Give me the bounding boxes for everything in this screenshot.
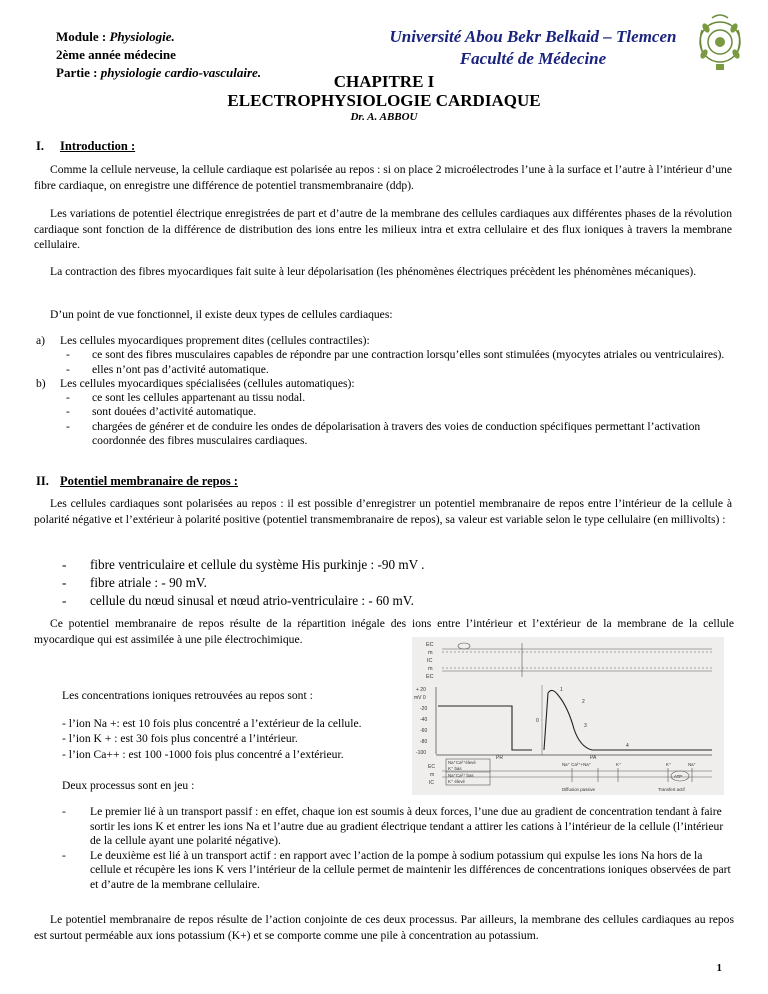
list-item: - l’ion Na +: est 10 fois plus concentré a l’extérieur de la cellule. bbox=[62, 717, 362, 730]
ion-label: Na⁺ Ca²⁺+Na⁺ bbox=[562, 762, 592, 767]
paragraph: Ce potentiel membranaire de repos résulte de la répartition inégale des ions entre l’intérieur et l’extérieur de la membrane de la cellule myocardique qui est assimilée à une pile électrochimique. bbox=[34, 617, 734, 646]
module-value: Physiologie. bbox=[109, 29, 175, 44]
figure-label: IC bbox=[429, 780, 434, 786]
paragraph: Comme la cellule nerveuse, la cellule cardiaque est polarisée au repos : si on place 2 microélectrodes l’une à la surface et l’autre à l’intérieur d’une fibre cardiaque, on enregistre une différence de potentiel transmembranaire (ddp). bbox=[34, 163, 732, 192]
cell-types-list bbox=[36, 334, 732, 448]
phase-label: 0 bbox=[536, 718, 539, 724]
list-item: - Le premier lié à un transport passif : en effet, chaque ion est soumis à deux forces, l’une due au gradient de concentration tendant à faire sortir les ions K et entrer les ions Na et l’autre due au gradient électrique tendant a attirer les cations à l’intérieur de la cellule (l’intérieur de la cellule ayant une polarité négative). bbox=[62, 805, 724, 848]
action-potential-diagram bbox=[412, 637, 724, 795]
phase-label: 1 bbox=[560, 687, 563, 693]
y-tick: -80 bbox=[420, 739, 428, 745]
faculty-name: Faculté de Médecine bbox=[459, 49, 607, 68]
paragraph: La contraction des fibres myocardiques fait suite à leur dépolarisation (les phénomènes électriques précèdent les phénomènes mécaniques). bbox=[50, 265, 697, 278]
paragraph: Les variations de potentiel électrique enregistrées de part et d’autre de la membrane des cellules cardiaques aux différentes phases de la révolution cardiaque sont fonction de la différence de distribution des ions entre les milieux intra et extra cellulaire et des flux ioniques à travers la membrane cellulaire. bbox=[34, 207, 732, 251]
concentrations-list bbox=[62, 716, 412, 762]
list-item: - ce sont les cellules appartenant au tissu nodal. bbox=[66, 391, 306, 405]
phase-label: 2 bbox=[582, 699, 585, 705]
section-heading-resting-potential: II. Potentiel membranaire de repos : bbox=[36, 474, 238, 488]
figure-footer: Transfert actif bbox=[658, 787, 685, 792]
university-emblem-icon bbox=[694, 12, 746, 74]
author: Dr. A. ABBOU bbox=[350, 111, 418, 123]
y-tick: -60 bbox=[420, 728, 428, 734]
segment-label: PA bbox=[590, 755, 597, 761]
list-item: - elles n’ont pas d’activité automatique. bbox=[66, 362, 269, 376]
figure-label: EC bbox=[426, 674, 434, 680]
university-name: Université Abou Bekr Belkaid – Tlemcen bbox=[389, 27, 677, 46]
y-tick: -20 bbox=[420, 706, 428, 712]
part-label: Partie : bbox=[56, 65, 98, 80]
part-value: physiologie cardio-vasculaire. bbox=[100, 65, 262, 80]
phase-label: 3 bbox=[584, 723, 587, 729]
figure-label: m bbox=[430, 772, 435, 778]
list-item: - Le deuxième est lié à un transport actif : en rapport avec l’action de la pompe à sodium potassium qui expulse les ions Na hors de la cellule et récupère les ions K vers l’intérieur de la cellule permet de maintenir les différences de concentrations ioniques observées de part et d’autre de la membrane cellulaire. bbox=[62, 848, 731, 891]
list-item: - fibre ventriculaire et cellule du système His purkinje : -90 mV . bbox=[62, 557, 425, 572]
ion-label: K⁺ bbox=[616, 762, 622, 767]
y-tick: + 20 bbox=[416, 687, 426, 693]
ion-label: K⁺ bbox=[666, 762, 672, 767]
document-title: ELECTROPHYSIOLOGIE CARDIAQUE bbox=[227, 91, 541, 110]
chapter-title: CHAPITRE I bbox=[333, 72, 435, 91]
processes-list bbox=[62, 805, 732, 893]
header-institution bbox=[378, 26, 688, 70]
figure-label: Na⁺Ca²⁺élevé bbox=[448, 760, 476, 765]
list-item: b) Les cellules myocardiques spécialisées (cellules automatiques): bbox=[36, 376, 355, 390]
year-label: 2ème année médecine bbox=[56, 47, 176, 62]
y-tick: -100 bbox=[416, 750, 427, 756]
list-item: - ce sont des fibres musculaires capables de répondre par une contraction lorsqu’elles sont stimulées (myocytes atriales ou ventriculaires). bbox=[66, 348, 725, 362]
list-item: - sont douées d’activité automatique. bbox=[66, 405, 257, 419]
segment-label: PR bbox=[496, 755, 503, 761]
y-tick: mV 0 bbox=[414, 695, 426, 701]
figure-label: EC bbox=[428, 764, 435, 770]
section-heading-introduction: I. Introduction : bbox=[36, 139, 136, 153]
processes-intro: Deux processus sont en jeu : bbox=[62, 779, 195, 792]
figure-label: EC bbox=[426, 642, 434, 648]
figure-label: K⁺ bas bbox=[448, 766, 462, 771]
list-item: - l’ion K + : est 30 fois plus concentré a l’intérieur. bbox=[62, 732, 298, 746]
list-item: - chargées de générer et de conduire les ondes de dépolarisation à travers des voies de conduction spécifiques permettant l’activation coordonnée des fibres musculaires cardiaques. bbox=[66, 419, 701, 448]
list-item: - fibre atriale : - 90 mV. bbox=[62, 575, 207, 590]
paragraph: D’un point de vue fonctionnel, il existe deux types de cellules cardiaques: bbox=[50, 308, 393, 321]
list-item: - cellule du nœud sinusal et nœud atrio-ventriculaire : - 60 mV. bbox=[62, 593, 414, 608]
y-tick: -40 bbox=[420, 717, 428, 723]
concentrations-intro: Les concentrations ioniques retrouvées au repos sont : bbox=[62, 689, 313, 702]
phase-label: 4 bbox=[626, 743, 629, 749]
action-potential-figure bbox=[412, 637, 724, 795]
ion-label: Na⁺ bbox=[688, 762, 696, 767]
atp-label: ATP bbox=[674, 774, 683, 779]
figure-label: K⁺ élevé bbox=[448, 779, 465, 784]
paragraph: Le potentiel membranaire de repos résulte de l’action conjointe de ces deux processus. Par ailleurs, la membrane des cellules cardiaques au repos est surtout perméable aux ions potassium (K+) et se comporte comme une pile à concentration au potassium. bbox=[34, 913, 734, 942]
figure-label: IC bbox=[427, 658, 433, 664]
list-item: - l’ion Ca++ : est 100 -1000 fois plus concentré a l’extérieur. bbox=[62, 747, 344, 761]
paragraph: Les cellules cardiaques sont polarisées au repos : il est possible d’enregistrer un potentiel membranaire de repos entre l’intérieur de la cellule à polarité négative et l’extérieur à polarité positive (potentiel transmembranaire de repos), sa valeur est variable selon le type cellulaire (en millivolts) : bbox=[34, 497, 732, 526]
figure-footer: Diffusion passive bbox=[562, 787, 596, 792]
module-label: Module : bbox=[56, 29, 107, 44]
list-item: a) Les cellules myocardiques proprement dites (cellules contractiles): bbox=[36, 334, 370, 347]
figure-label: m bbox=[428, 650, 433, 656]
page-number: 1 bbox=[716, 962, 722, 974]
resting-values-list bbox=[62, 556, 662, 610]
figure-label: Na⁺Ca²⁺ bas bbox=[448, 773, 474, 778]
figure-label: m bbox=[428, 666, 433, 672]
